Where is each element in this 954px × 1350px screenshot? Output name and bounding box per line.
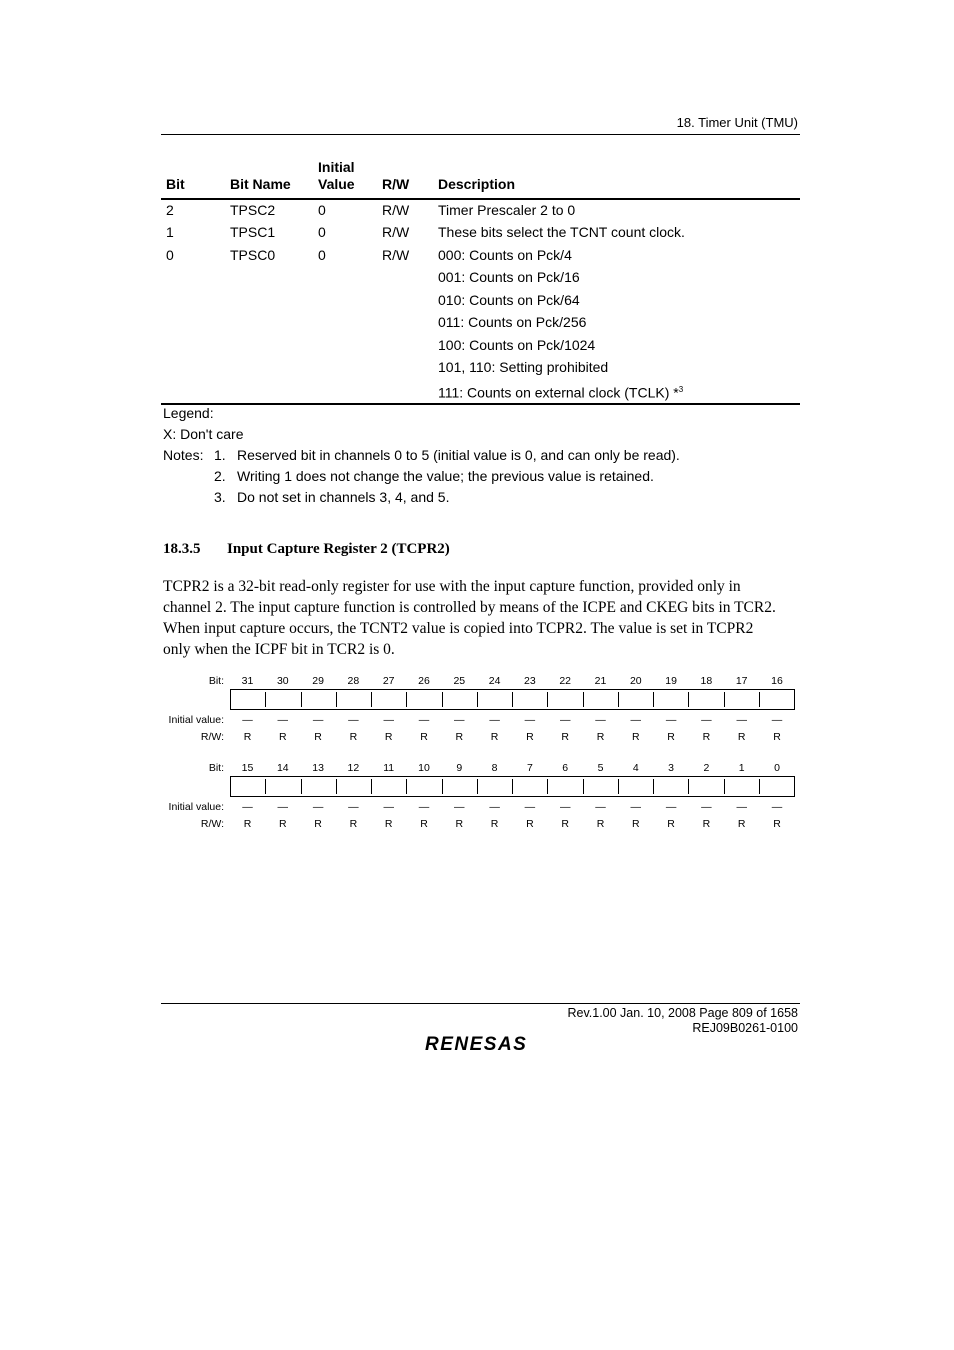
section-heading: [163, 541, 450, 558]
bit-number: 31: [241, 675, 254, 687]
bit-number: 27: [382, 675, 395, 687]
footer-rule: [161, 1003, 800, 1004]
notes-label: Notes:: [163, 447, 204, 463]
bit-initial-value: —: [665, 801, 677, 813]
bit-cell: [513, 692, 548, 707]
bit-cell: [478, 779, 513, 794]
bit-rw-value: R: [243, 818, 252, 830]
row-0-rw: R/W: [382, 247, 410, 263]
rw-label: R/W:: [200, 731, 224, 743]
bit-number: 14: [276, 762, 289, 774]
col-bit: Bit: [166, 176, 185, 192]
row-1-name: TPSC1: [230, 224, 276, 240]
bit-cell: [548, 692, 583, 707]
section-paragraph: [163, 576, 803, 660]
row-2-name: TPSC2: [230, 202, 276, 218]
renesas-logo: [423, 1032, 541, 1054]
bit-initial-value: —: [701, 714, 712, 726]
bit-rw-value: R: [384, 731, 393, 743]
bit-cell: [689, 779, 724, 794]
bit-cell: [513, 779, 548, 794]
bit-rw-value: R: [702, 731, 711, 743]
bit-rw-value: R: [737, 731, 746, 743]
rw-label: R/W:: [200, 818, 224, 830]
bit-rw-value: R: [702, 818, 711, 830]
bit-rw-value: R: [737, 818, 746, 830]
note-1-text: Reserved bit in channels 0 to 5 (initial value is 0, and can only be read).: [237, 447, 680, 463]
bit-initial-value: —: [454, 714, 465, 726]
row-1-initial: 0: [318, 224, 326, 240]
bit-initial-value: —: [277, 801, 289, 813]
desc-line-111: [438, 381, 683, 402]
bit-cell: [266, 692, 301, 707]
bit-number: 20: [629, 675, 642, 687]
row-1-rw: R/W: [382, 224, 410, 240]
row-2-rw: R/W: [382, 202, 410, 218]
bit-initial-value: —: [559, 714, 571, 726]
bit-cell: [760, 692, 794, 707]
bit-number: 28: [347, 675, 360, 687]
bit-rw-value: R: [243, 731, 252, 743]
row-2-desc: Timer Prescaler 2 to 0: [438, 202, 576, 218]
bit-rw-value: R: [667, 731, 675, 743]
bit-cell: [725, 779, 760, 794]
row-1-desc: These bits select the TCNT count clock.: [438, 224, 685, 240]
bit-number: 9: [456, 762, 463, 774]
initial-value-label: Initial value:: [168, 801, 224, 813]
bit-initial-value: —: [383, 714, 394, 726]
bit-cell: [760, 779, 794, 794]
bit-number: 16: [771, 675, 783, 687]
bit-number: 22: [559, 675, 572, 687]
bit-cell: [654, 779, 689, 794]
bit-cell: [266, 779, 301, 794]
bit-rw-value: R: [596, 818, 605, 830]
bit-cell: [337, 779, 372, 794]
bit-initial-value: —: [665, 714, 677, 726]
bit-cell: [654, 692, 689, 707]
bit-rw-value: R: [667, 818, 675, 830]
bit-cell: [478, 692, 513, 707]
bit-number: 6: [562, 762, 569, 774]
bit-cell: [443, 779, 478, 794]
bit-initial-value: —: [736, 714, 747, 726]
bit-number: 21: [594, 675, 607, 687]
bit-rw-value: R: [561, 818, 569, 830]
bit-number: 15: [241, 762, 254, 774]
bit-rw-value: R: [596, 731, 605, 743]
bit-rw-value: R: [279, 818, 287, 830]
bit-initial-value: —: [630, 714, 642, 726]
col-description: Description: [438, 176, 516, 192]
bit-cell: [372, 779, 407, 794]
bit-initial-value: —: [524, 801, 536, 813]
bit-rw-value: R: [279, 731, 287, 743]
initial-value-label: Initial value:: [168, 714, 224, 726]
bit-cell: [372, 692, 407, 707]
table-header-rule: [161, 198, 800, 200]
paragraph-line: only when the ICPF bit in TCR2 is 0.: [163, 641, 395, 658]
bit-cell: [584, 692, 619, 707]
section-title: Input Capture Register 2 (TCPR2): [227, 541, 450, 557]
bit-cell: [407, 779, 442, 794]
bit-rw-value: R: [490, 818, 499, 830]
bit-number: 0: [774, 762, 780, 774]
bit-number: 29: [312, 675, 324, 687]
bit-cell: [584, 779, 619, 794]
bit-cell: [337, 692, 372, 707]
bit-rw-value: R: [773, 818, 781, 830]
bit-number: 17: [735, 675, 748, 687]
paragraph-line: TCPR2 is a 32-bit read-only register for use with the input capture function, provided only in: [163, 578, 741, 595]
bit-initial-value: —: [630, 801, 642, 813]
note-2-num: 2.: [214, 468, 226, 484]
renesas-logo-text: RENESAS: [425, 1034, 528, 1054]
bit-rw-value: R: [349, 818, 358, 830]
bit-rw-value: R: [632, 731, 640, 743]
bit-number: 5: [597, 762, 604, 774]
bit-cell: [689, 692, 724, 707]
bit-rw-value: R: [349, 731, 358, 743]
bit-initial-value: —: [418, 714, 430, 726]
note-ref-3: 3: [678, 385, 684, 394]
bit-cell: [443, 692, 478, 707]
footer-revision: Rev.1.00 Jan. 10, 2008 Page 809 of 1658: [567, 1006, 798, 1020]
bit-cell: [407, 692, 442, 707]
desc-line-011: 011: Counts on Pck/256: [438, 314, 587, 330]
bit-initial-value: —: [277, 714, 289, 726]
bit-initial-value: —: [454, 801, 465, 813]
note-3-num: 3.: [214, 489, 226, 505]
header-rule: [161, 134, 800, 135]
note-2-text: Writing 1 does not change the value; the previous value is retained.: [237, 468, 654, 484]
bit-initial-value: —: [348, 714, 359, 726]
bit-initial-value: —: [595, 801, 606, 813]
bit-rw-value: R: [420, 731, 428, 743]
legend-title: Legend:: [163, 405, 214, 421]
bit-number: 13: [312, 762, 324, 774]
bit-number: 4: [632, 762, 639, 774]
bit-row-label: Bit:: [208, 675, 224, 687]
bit-rw-value: R: [314, 818, 322, 830]
bit-cell: [302, 779, 337, 794]
note-1-num: 1.: [214, 447, 226, 463]
bit-rw-value: R: [632, 818, 640, 830]
bit-initial-value: —: [489, 801, 500, 813]
bit-number: 26: [418, 675, 430, 687]
bit-rw-value: R: [561, 731, 569, 743]
bit-initial-value: —: [242, 714, 253, 726]
bit-initial-value: —: [736, 801, 747, 813]
table-bottom-rule: [161, 403, 800, 405]
col-initial-line1: Initial: [318, 159, 355, 175]
bit-number: 30: [276, 675, 289, 687]
bit-number: 11: [383, 762, 395, 774]
bit-number: 8: [491, 762, 498, 774]
bit-cell: [231, 692, 266, 707]
bit-rw-value: R: [384, 818, 393, 830]
col-initial-line2: Value: [318, 176, 355, 192]
legend-x: X: Don't care: [163, 426, 244, 442]
bit-initial-value: —: [348, 801, 359, 813]
bit-rw-value: R: [420, 818, 428, 830]
col-rw: R/W: [382, 176, 410, 192]
desc-line-100: 100: Counts on Pck/1024: [438, 337, 596, 353]
register-bit-boxes: [230, 776, 795, 797]
bit-initial-value: —: [524, 714, 536, 726]
bit-cell: [619, 779, 654, 794]
bit-number: 1: [738, 762, 745, 774]
bit-number: 19: [665, 675, 677, 687]
bit-rw-value: R: [526, 731, 534, 743]
bit-initial-value: —: [383, 801, 394, 813]
bit-rw-value: R: [773, 731, 781, 743]
running-header: 18. Timer Unit (TMU): [676, 115, 798, 130]
bit-number: 10: [418, 762, 430, 774]
bit-number: 3: [668, 762, 675, 774]
row-2-initial: 0: [318, 202, 326, 218]
bit-initial-value: —: [771, 801, 783, 813]
bit-initial-value: —: [489, 714, 500, 726]
bit-number: 7: [526, 762, 533, 774]
row-0-bit: 0: [166, 247, 174, 263]
bit-rw-value: R: [490, 731, 499, 743]
bit-rw-value: R: [526, 818, 534, 830]
bit-initial-value: —: [771, 714, 783, 726]
bit-number: 12: [347, 762, 360, 774]
bit-cell: [725, 692, 760, 707]
bit-number: 25: [453, 675, 466, 687]
bit-number: 24: [488, 675, 501, 687]
bit-cell: [302, 692, 337, 707]
desc-line-010: 010: Counts on Pck/64: [438, 292, 580, 308]
bit-number: 18: [700, 675, 713, 687]
desc-line-101-110: 101, 110: Setting prohibited: [438, 359, 609, 375]
desc-line-001: 001: Counts on Pck/16: [438, 269, 580, 285]
bit-initial-value: —: [312, 714, 324, 726]
bit-cell: [231, 779, 266, 794]
bit-initial-value: —: [312, 801, 324, 813]
bit-initial-value: —: [242, 801, 253, 813]
bit-rw-value: R: [455, 731, 464, 743]
bit-initial-value: —: [418, 801, 430, 813]
note-3-text: Do not set in channels 3, 4, and 5.: [237, 489, 450, 505]
bit-number: 2: [703, 762, 710, 774]
bit-cell: [619, 692, 654, 707]
paragraph-line: When input capture occurs, the TCNT2 value is copied into TCPR2. The value is set in TCPR2: [163, 620, 754, 637]
row-2-bit: 2: [166, 202, 174, 218]
register-bit-boxes: [230, 689, 795, 710]
col-bit-name: Bit Name: [230, 176, 291, 192]
row-0-desc: 000: Counts on Pck/4: [438, 247, 572, 263]
bit-initial-value: —: [701, 801, 712, 813]
footer-doc-number: REJ09B0261-0100: [692, 1021, 798, 1035]
bit-initial-value: —: [559, 801, 571, 813]
section-number: 18.3.5: [163, 541, 201, 557]
row-0-name: TPSC0: [230, 247, 276, 263]
bit-row-label: Bit:: [208, 762, 224, 774]
row-0-initial: 0: [318, 247, 326, 263]
bit-rw-value: R: [314, 731, 322, 743]
bit-cell: [548, 779, 583, 794]
row-1-bit: 1: [166, 224, 174, 240]
bit-number: 23: [524, 675, 536, 687]
bit-rw-value: R: [455, 818, 464, 830]
bit-initial-value: —: [595, 714, 606, 726]
desc-line-111-text: 111: Counts on external clock (TCLK) *: [438, 384, 679, 401]
paragraph-line: channel 2. The input capture function is controlled by means of the ICPE and CKEG bits in TCR2.: [163, 599, 776, 616]
